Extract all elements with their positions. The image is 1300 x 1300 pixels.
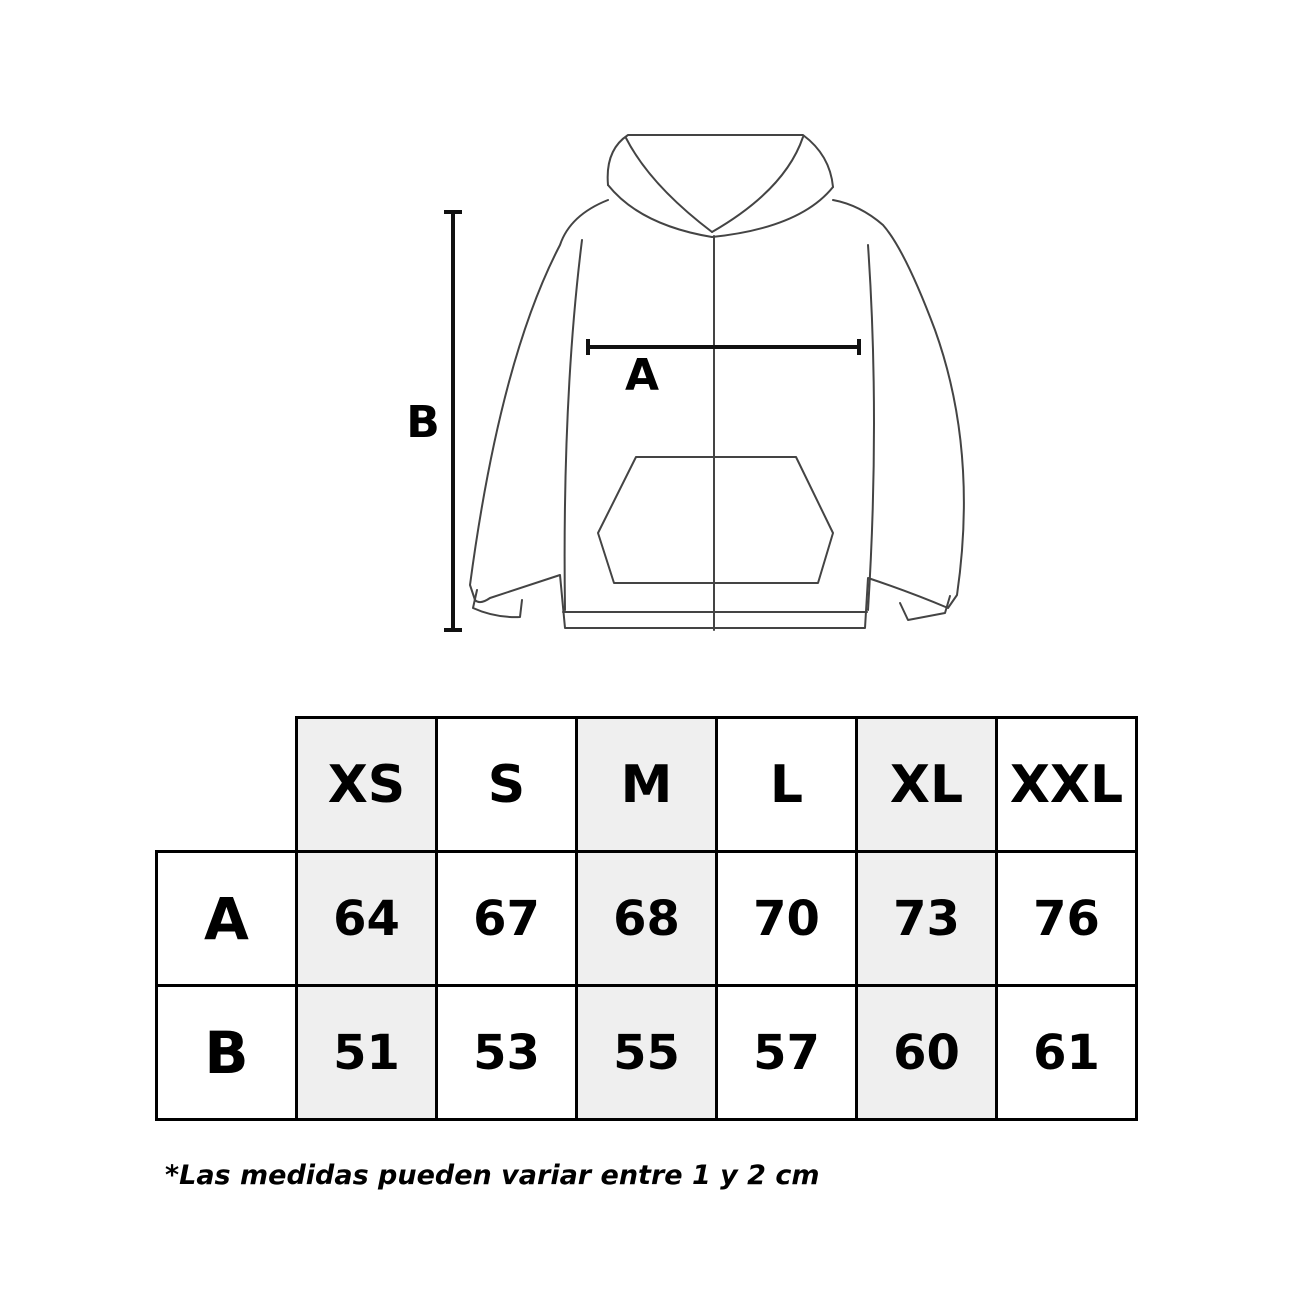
value-b-m: 55: [577, 986, 717, 1120]
value-a-l: 70: [717, 852, 857, 986]
collar-right: [712, 187, 833, 237]
size-chart-table: [155, 716, 1138, 1121]
size-header-l: L: [717, 718, 857, 852]
value-b-xs: 51: [297, 986, 437, 1120]
row-label-a: A: [157, 852, 297, 986]
value-b-xxl: 61: [997, 986, 1137, 1120]
measure-b-label: B: [406, 397, 440, 448]
measure-a-label: A: [624, 350, 660, 401]
hood-inner-left: [626, 138, 712, 232]
table-row-b: [157, 986, 1137, 1120]
kangaroo-pocket: [598, 457, 833, 583]
hood-outline: [608, 135, 833, 187]
left-armhole-seam: [565, 240, 582, 610]
size-header-m: M: [577, 718, 717, 852]
body-outline: [470, 200, 964, 628]
size-header-xs: XS: [297, 718, 437, 852]
value-a-xs: 64: [297, 852, 437, 986]
value-a-xl: 73: [857, 852, 997, 986]
size-header-xl: XL: [857, 718, 997, 852]
value-b-s: 53: [437, 986, 577, 1120]
corner-cell: [157, 718, 297, 852]
value-a-m: 68: [577, 852, 717, 986]
table-row-a: [157, 852, 1137, 986]
value-b-xl: 60: [857, 986, 997, 1120]
value-a-s: 67: [437, 852, 577, 986]
value-a-xxl: 76: [997, 852, 1137, 986]
row-label-b: B: [157, 986, 297, 1120]
measurement-disclaimer: *Las medidas pueden variar entre 1 y 2 cm: [165, 1160, 820, 1191]
size-header-xxl: XXL: [997, 718, 1137, 852]
left-cuff: [473, 590, 522, 617]
value-b-l: 57: [717, 986, 857, 1120]
size-header-row: [157, 718, 1137, 852]
size-header-s: S: [437, 718, 577, 852]
collar-left: [608, 185, 712, 237]
right-armhole-seam: [868, 245, 874, 610]
